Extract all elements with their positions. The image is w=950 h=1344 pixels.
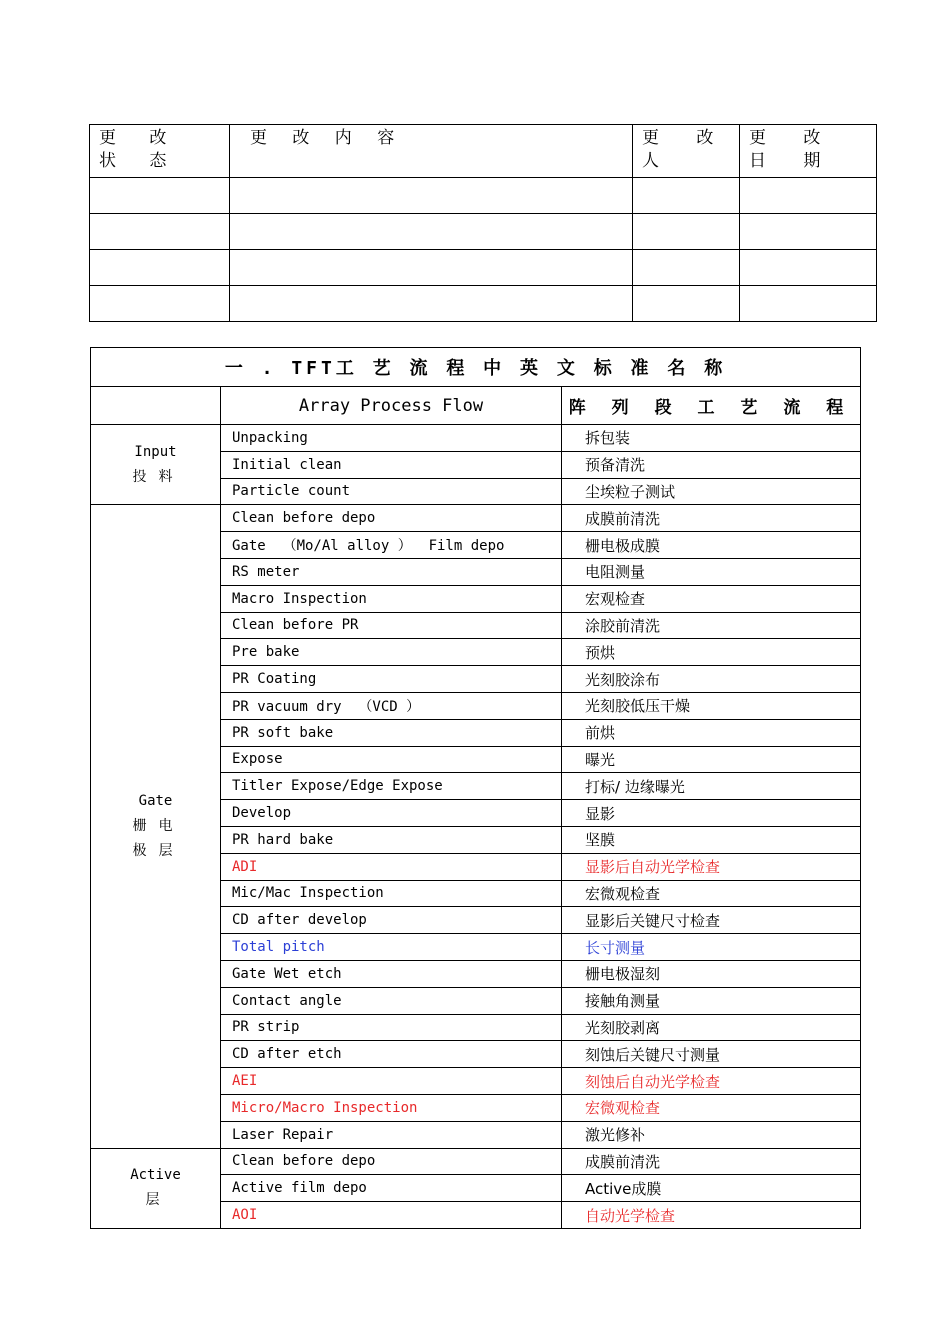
cell: [90, 250, 230, 286]
change-log-header-row: [90, 125, 877, 178]
step-name-cn: 曝光: [562, 746, 861, 773]
step-name-cn: 宏观检查: [562, 585, 861, 612]
group-label-cn: 栅电: [132, 817, 185, 834]
group-label-en: Input: [134, 443, 177, 460]
change-log-row: [90, 178, 877, 214]
change-log-row: [90, 250, 877, 286]
step-name-cn: 宏微观检查: [562, 1094, 861, 1121]
step-name-cn: 预备清洗: [562, 451, 861, 478]
step-name-en: Initial clean: [221, 451, 562, 478]
change-log-row: [90, 286, 877, 322]
step-name-cn: 尘埃粒子测试: [562, 478, 861, 505]
group-label-cn: 层: [145, 1192, 172, 1209]
step-name-en: Titler Expose/Edge Expose: [221, 773, 562, 800]
step-name-en: Clean before depo: [221, 1148, 562, 1175]
step-name-cn: 光刻胶涂布: [562, 666, 861, 693]
header-array-process-cn: 阵 列 段 工 艺 流 程: [562, 387, 861, 425]
group-label-en: Gate: [138, 792, 173, 809]
step-name-en: RS meter: [221, 558, 562, 585]
step-name-cn: 预烘: [562, 639, 861, 666]
cell: [740, 214, 877, 250]
process-flow-table: [90, 347, 861, 1229]
step-name-en: PR vacuum dry （VCD ）: [221, 692, 562, 719]
step-name-en: Pre bake: [221, 639, 562, 666]
step-name-cn: 成膜前清洗: [562, 1148, 861, 1175]
step-name-cn: 激光修补: [562, 1121, 861, 1148]
process-group-label: [91, 425, 221, 505]
cell: [230, 286, 633, 322]
step-name-cn: 宏微观检查: [562, 880, 861, 907]
cell: [633, 214, 740, 250]
step-name-cn: 栅电极湿刻: [562, 960, 861, 987]
group-header-cell: [91, 387, 221, 425]
group-label-en: Active: [130, 1167, 181, 1184]
process-group-label: [91, 505, 221, 1148]
header-changed-by: 更 改 人: [633, 125, 740, 178]
step-name-en: Contact angle: [221, 987, 562, 1014]
step-name-en: Expose: [221, 746, 562, 773]
group-label-cn: 投料: [132, 468, 185, 485]
step-name-en: ADI: [221, 853, 562, 880]
step-name-en: Laser Repair: [221, 1121, 562, 1148]
step-name-en: Macro Inspection: [221, 585, 562, 612]
step-name-cn: 刻蚀后自动光学检查: [562, 1068, 861, 1095]
step-name-en: Gate Wet etch: [221, 960, 562, 987]
step-name-en: Clean before PR: [221, 612, 562, 639]
header-change-status: 更 改 状 态: [90, 125, 230, 178]
step-name-cn: 显影: [562, 800, 861, 827]
step-name-en: Develop: [221, 800, 562, 827]
cell: [90, 214, 230, 250]
step-name-cn: 光刻胶低压干燥: [562, 692, 861, 719]
step-name-cn: 电阻测量: [562, 558, 861, 585]
group-label-cn: 极层: [132, 842, 185, 859]
step-name-en: Unpacking: [221, 425, 562, 452]
cell: [230, 178, 633, 214]
step-name-cn: 显影后自动光学检查: [562, 853, 861, 880]
process-title-row: [91, 348, 861, 387]
step-name-cn: Active成膜: [562, 1175, 861, 1202]
cell: [633, 178, 740, 214]
process-body: [91, 425, 861, 1229]
step-name-en: CD after develop: [221, 907, 562, 934]
change-log-row: [90, 214, 877, 250]
cell: [230, 214, 633, 250]
step-name-en: Particle count: [221, 478, 562, 505]
step-name-cn: 光刻胶剥离: [562, 1014, 861, 1041]
step-name-en: Active film depo: [221, 1175, 562, 1202]
step-name-cn: 涂胶前清洗: [562, 612, 861, 639]
step-name-en: PR Coating: [221, 666, 562, 693]
cell: [740, 286, 877, 322]
step-name-cn: 栅电极成膜: [562, 532, 861, 559]
step-name-cn: 自动光学检查: [562, 1202, 861, 1229]
cell: [90, 178, 230, 214]
process-step-row: [91, 505, 861, 532]
step-name-cn: 显影后关键尺寸检查: [562, 907, 861, 934]
header-array-process-flow: Array Process Flow: [221, 387, 562, 425]
step-name-cn: 拆包装: [562, 425, 861, 452]
process-header-row: [91, 387, 861, 425]
change-log-table: [89, 124, 877, 322]
cell: [230, 250, 633, 286]
step-name-cn: 成膜前清洗: [562, 505, 861, 532]
step-name-en: AOI: [221, 1202, 562, 1229]
cell: [633, 250, 740, 286]
step-name-cn: 坚膜: [562, 826, 861, 853]
step-name-cn: 长寸测量: [562, 934, 861, 961]
cell: [740, 250, 877, 286]
step-name-cn: 刻蚀后关键尺寸测量: [562, 1041, 861, 1068]
process-group-label: [91, 1148, 221, 1228]
cell: [740, 178, 877, 214]
step-name-en: Total pitch: [221, 934, 562, 961]
header-change-content: 更 改 内 容: [230, 125, 633, 178]
step-name-cn: 接触角测量: [562, 987, 861, 1014]
cell: [90, 286, 230, 322]
step-name-en: Gate （Mo/Al alloy ） Film depo: [221, 532, 562, 559]
step-name-en: AEI: [221, 1068, 562, 1095]
step-name-en: PR strip: [221, 1014, 562, 1041]
step-name-en: Clean before depo: [221, 505, 562, 532]
step-name-en: Micro/Macro Inspection: [221, 1094, 562, 1121]
step-name-en: PR soft bake: [221, 719, 562, 746]
step-name-en: CD after etch: [221, 1041, 562, 1068]
step-name-en: PR hard bake: [221, 826, 562, 853]
process-step-row: [91, 425, 861, 452]
step-name-en: Mic/Mac Inspection: [221, 880, 562, 907]
process-step-row: [91, 1148, 861, 1175]
process-table-title: 一 . TFT工 艺 流 程 中 英 文 标 准 名 称: [91, 348, 861, 387]
step-name-cn: 打标/ 边缘曝光: [562, 773, 861, 800]
cell: [633, 286, 740, 322]
header-change-date: 更 改 日 期: [740, 125, 877, 178]
step-name-cn: 前烘: [562, 719, 861, 746]
